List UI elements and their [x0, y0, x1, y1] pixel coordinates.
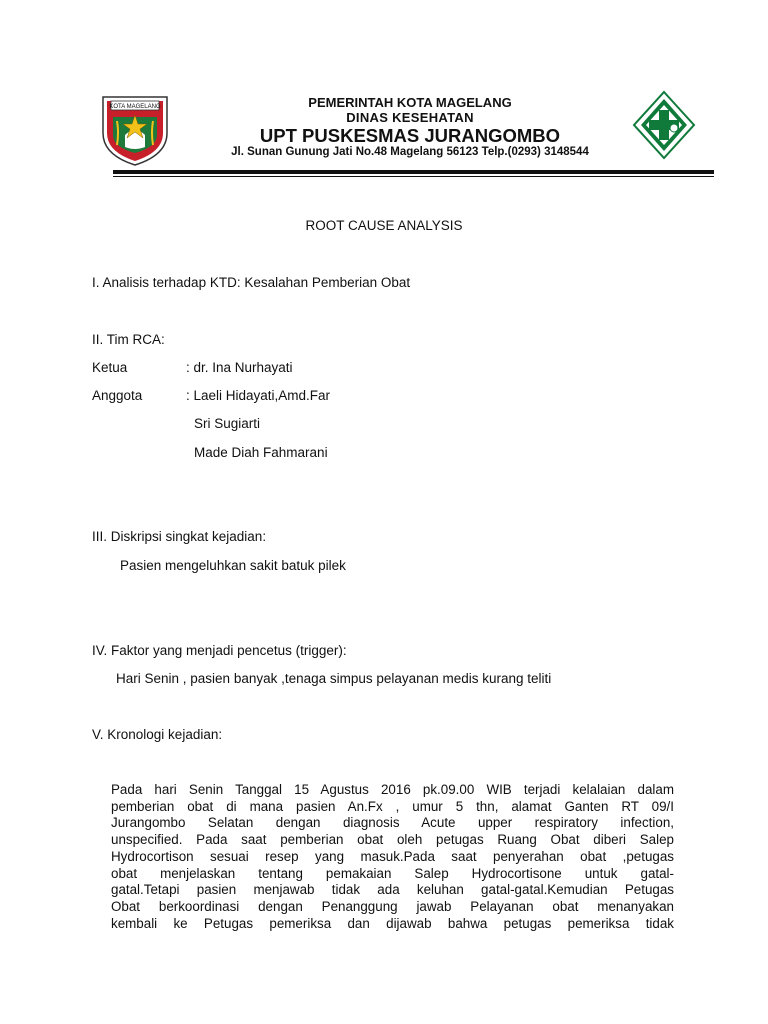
institution-address: Jl. Sunan Gunung Jati No.48 Magelang 56123 Telp.(0293) 3148544: [231, 146, 589, 158]
section-4-heading: IV. Faktor yang menjadi pencetus (trigger):: [92, 643, 347, 658]
ketua-value: : dr. Ina Nurhayati: [186, 360, 293, 375]
paragraph-line: kembali ke Petugas pemeriksa dan dijawab bahwa petugas pemeriksa tidak: [111, 915, 674, 931]
document-title: ROOT CAUSE ANALYSIS: [305, 218, 463, 233]
paragraph-line: obat menjelaskan tentang pemakaian Salep Hydrocortisone untuk gatal-: [111, 865, 674, 881]
anggota-member: : Laeli Hidayati,Amd.Far: [186, 388, 331, 403]
paragraph-line: Obat berkoordinasi dengan Penanggung jawab Pelayanan obat menanyakan: [111, 898, 674, 914]
section-1-heading: I. Analisis terhadap KTD: Kesalahan Pemberian Obat: [92, 275, 411, 290]
government-name: PEMERINTAH KOTA MAGELANG: [308, 95, 512, 110]
paragraph-line: Hydrocortison sesuai resep yang masuk.Pada saat penyerahan obat ,petugas: [111, 848, 674, 864]
paragraph-line: unspecified. Pada saat pemberian obat oleh petugas Ruang Obat diberi Salep: [111, 832, 674, 848]
section-5-heading: V. Kronologi kejadian:: [92, 727, 223, 742]
paragraph-line: gatal.Tetapi pasien menjawab tidak ada keluhan gatal-gatal.Kemudian Petugas: [111, 882, 674, 898]
puskesmas-logo-icon: [632, 90, 696, 160]
section-4-body: Hari Senin , pasien banyak ,tenaga simpus pelayanan medis kurang teliti: [116, 671, 552, 686]
section-2-heading: II. Tim RCA:: [92, 332, 165, 347]
anggota-member: Made Diah Fahmarani: [194, 445, 328, 460]
anggota-member: Sri Sugiarti: [194, 416, 261, 431]
chronology-paragraph: [111, 782, 674, 932]
paragraph-line: Pada hari Senin Tanggal 15 Agustus 2016 pk.09.00 WIB terjadi kelalaian dalam: [111, 782, 674, 797]
paragraph-line: pemberian obat di mana pasien An.Fx , umur 5 thn, alamat Ganten RT 09/I: [111, 798, 674, 814]
svg-text:KOTA MAGELANG: KOTA MAGELANG: [109, 104, 161, 110]
section-3-heading: III. Diskripsi singkat kejadian:: [92, 529, 267, 544]
institution-name: UPT PUSKESMAS JURANGOMBO: [259, 125, 561, 146]
section-3-body: Pasien mengeluhkan sakit batuk pilek: [120, 558, 346, 573]
anggota-label: Anggota: [92, 388, 143, 403]
ketua-label: Ketua: [92, 360, 128, 375]
paragraph-line: Jurangombo Selatan dengan diagnosis Acute upper respiratory infection,: [111, 815, 674, 831]
department-name: DINAS KESEHATAN: [346, 110, 474, 125]
letterhead-divider-thin: [113, 176, 714, 177]
letterhead-divider: [113, 170, 714, 174]
